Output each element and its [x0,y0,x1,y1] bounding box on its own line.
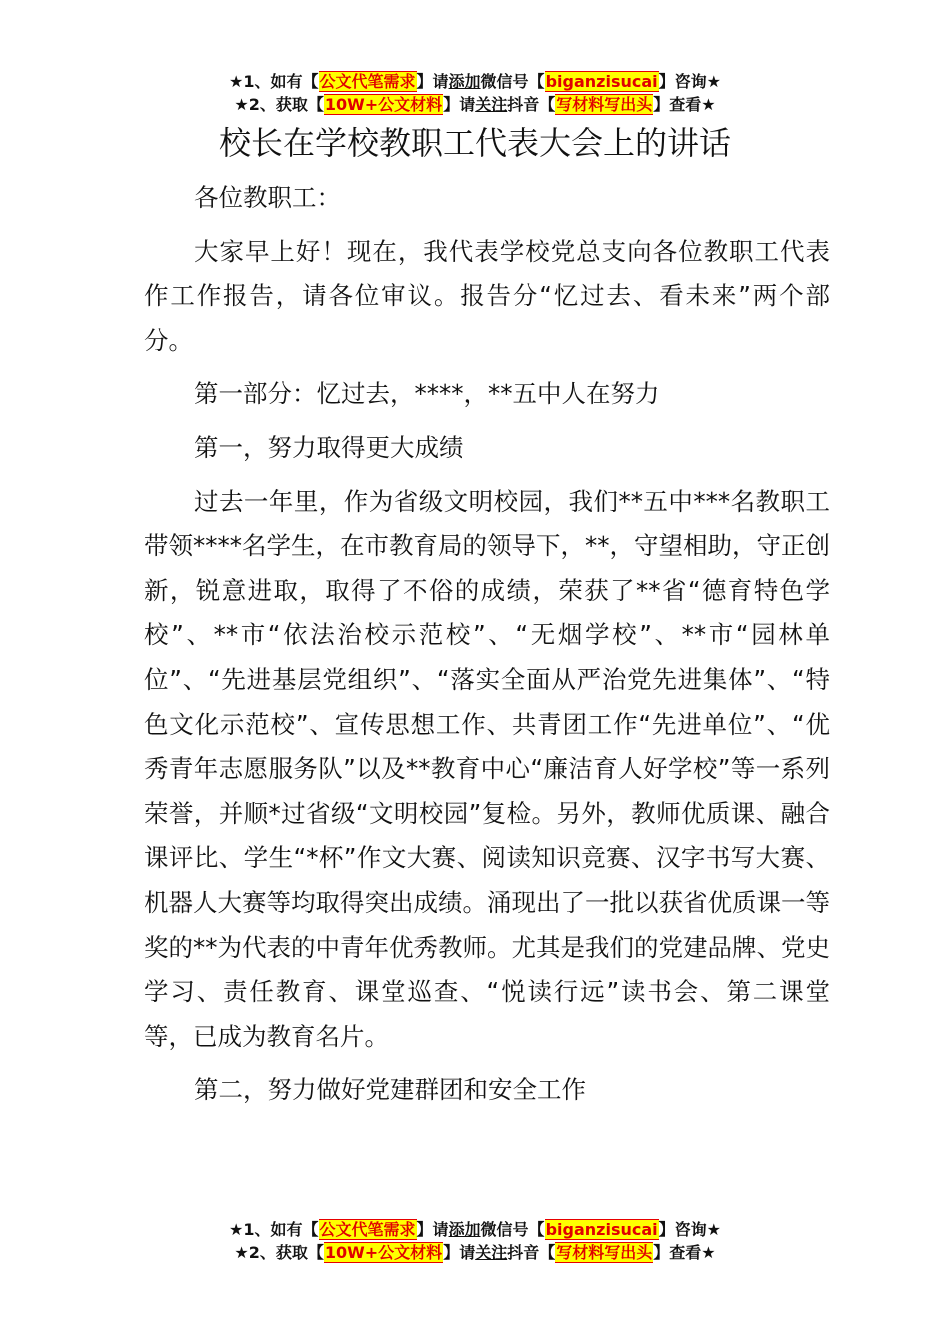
banner-underlined: 关注 [475,1243,508,1262]
banner-highlight: biganzisucai [545,72,658,91]
banner-line-2 [0,93,950,116]
section-heading: 第一部分：忆过去，****，**五中人在努力 [194,379,660,409]
banner-highlight: biganzisucai [545,1220,658,1239]
banner-text: 】咨询★ [658,72,721,91]
subsection-heading: 第一，努力取得更大成绩 [194,432,464,462]
banner-highlight: 公文代笔需求 [319,72,416,91]
banner-text: 抖音【 [507,1243,556,1262]
banner-highlight: 写材料写出头 [556,1243,653,1262]
document-body [144,176,830,1122]
banner-highlight: 写材料写出头 [556,95,653,114]
banner-text: 】请 [416,1220,449,1239]
banner-line-1 [0,1218,950,1241]
banner-underlined: 添加 [448,72,481,91]
header-banner [0,70,950,116]
footer-banner [0,1218,950,1264]
banner-text: ★1、如有【 [229,1220,319,1239]
banner-line-1 [0,70,950,93]
banner-line-2 [0,1241,950,1264]
banner-underlined: 添加 [448,1220,481,1239]
banner-highlight: 10W+公文材料 [324,95,443,114]
banner-text: 】查看★ [653,95,716,114]
banner-text: 】咨询★ [658,1220,721,1239]
banner-text: 】请 [443,95,476,114]
paragraph: 过去一年里，作为省级文明校园，我们**五中***名教职工带领****名学生，在市教育局的领导下，**，守望相助，守正创新，锐意进取，取得了不俗的成绩，荣获了**省“德育特色学校”、**市“依法治校示范校”、“无烟学校”、**市“园林单位”、“先进基层党组织”、“落实全面从严治党先进集体”、“特色文化示范校”、宣传思想工作、共青团工作“先进单位”、“优秀青年志愿服务队”以及**教育中心“廉洁育人好学校”等一系列荣誉，并顺*过省级“文明校园”复检。另外，教师优质课、融合课评比、学生“*杯”作文大赛、阅读知识竞赛、汉字书写大赛、机器人大赛等均取得突出成绩。涌现出了一批以获省优质课一等奖的**为代表的中青年优秀教师。尤其是我们的党建品牌、党史学习、责任教育、课堂巡查、“悦读行远”读书会、第二课堂等，已成为教育名片。 [144,486,830,1051]
banner-highlight: 公文代笔需求 [319,1220,416,1239]
banner-text: 微信号【 [480,72,545,91]
banner-text: 微信号【 [480,1220,545,1239]
banner-text: ★2、获取【 [234,95,324,114]
banner-highlight: 10W+公文材料 [324,1243,443,1262]
subsection-heading: 第二，努力做好党建群团和安全工作 [194,1075,586,1105]
banner-text: 抖音【 [507,95,556,114]
document-title: 校长在学校教职工代表大会上的讲话 [218,124,731,162]
banner-text: 】请 [416,72,449,91]
banner-underlined: 关注 [475,95,508,114]
salutation: 各位教职工： [194,183,341,212]
paragraph: 大家早上好！现在，我代表学校党总支向各位教职工代表作工作报告，请各位审议。报告分“忆过去、看未来”两个部分。 [144,236,830,355]
banner-text: 】查看★ [653,1243,716,1262]
banner-text: ★2、获取【 [234,1243,324,1262]
banner-text: ★1、如有【 [229,72,319,91]
banner-text: 】请 [443,1243,476,1262]
